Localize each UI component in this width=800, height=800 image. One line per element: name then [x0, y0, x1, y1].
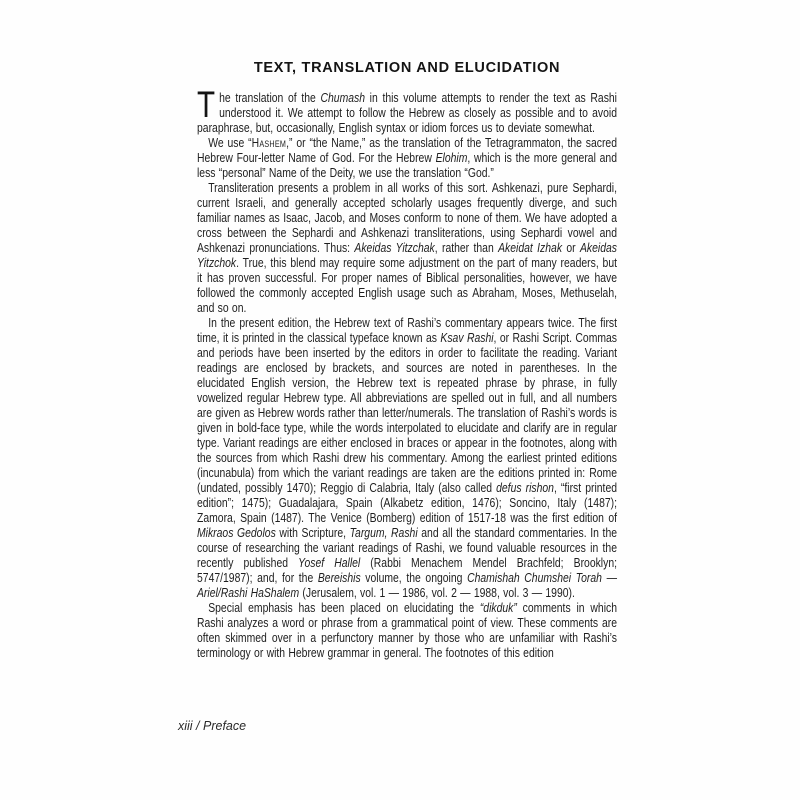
text-run: . True, this blend may require some adjustment on the part of many readers, but it has proven successful. For proper names of Biblical personalities, however, we have followed the commonly accepted English usage such as Abraham, Moses, Methuselah, and so on.	[197, 255, 617, 315]
paragraph-2	[197, 135, 617, 180]
text-run: , which is the more general and less “personal” Name of the Deity, we use the translation “God.”	[197, 150, 617, 180]
text-run: (Jerusalem, vol. 1 — 1986, vol. 2 — 1988, vol. 3 — 1990).	[299, 585, 575, 600]
text-run: , or Rashi Script. Commas and periods have been inserted by the editors in order to facilitate the reading. Variant readings are enclosed by brackets, and sources are noted in parentheses. In the elucidated English version, the Hebrew text is repeated phrase by phrase, in fully vowelized regular Hebrew type. All abbreviations are spelled out in full, and all numbers are given as Hebrew words rather than letter/numerals. The translation of Rashi’s words is given in bold-face type, while the words interpolated to elucidate and clarify are in regular type. Variant readings are either enclosed in braces or appear in the footnotes, along with the sources from which Rashi drew his commentary. Among the earliest printed editions (incunabula) from which the variant readings are taken are the editions printed in: Rome (undated, possibly 1470); Reggio di Calabria, Italy (also called	[197, 330, 617, 495]
text-run: In the present edition, the Hebrew text of Rashi’s commentary appears twice. The first time, it is printed in the classical typeface known as	[197, 315, 617, 345]
text-run: Bereishis	[317, 570, 361, 585]
page-footer: xiii / Preface	[178, 719, 247, 733]
text-run: “dikduk”	[479, 600, 517, 615]
paragraph-4	[197, 315, 617, 600]
paragraph-1	[197, 84, 617, 135]
section-title: TEXT, TRANSLATION AND ELUCIDATION	[253, 60, 561, 76]
text-run: Ksav Rashi	[440, 330, 494, 345]
text-run: Chumash	[320, 90, 365, 105]
text-run: Targum, Rashi	[349, 525, 418, 540]
text-run: he translation of the	[219, 90, 321, 105]
preface-body	[197, 84, 618, 660]
text-run: volume, the ongoing	[360, 570, 468, 585]
text-run: Transliteration presents a problem in all works of this sort. Ashkenazi, pure Sephardi, current Israeli, and generally accepted scholarly usages frequently diverge, and such familiar names as Isaac, Jacob, and Moses conform to none of them. We have adopted a cross between the Sephardi and Ashkenazi transliterations, using Sephardi vowel and Ashkenazi pronunciations. Thus:	[197, 180, 617, 255]
text-run: or	[562, 240, 580, 255]
paragraph-3	[197, 180, 617, 315]
drop-cap: T	[197, 84, 216, 125]
text-run: , rather than	[434, 240, 499, 255]
text-run: comments in which Rashi analyzes a word or phrase from a grammatical point of view. These comments are often skimmed over in a perfunctory manner by those who are unfamiliar with Rashi’s terminology or with Hebrew grammar in general. The footnotes of this edition	[197, 600, 618, 660]
text-run: Hashem	[251, 135, 287, 150]
text-block	[197, 60, 617, 660]
text-run: , “first printed edition”; 1475); Guadalajara, Spain (Alkabetz edition, 1476); Soncino, Italy (1487); Zamora, Spain (1487). The Venice (Bomberg) edition of 1517-18 was the first edition of	[197, 480, 618, 525]
text-run: ,” or “the Name,” as the translation of the Tetragrammaton, the sacred Hebrew Four-letter Name of God. For the Hebrew	[197, 135, 617, 165]
text-run: in this volume attempts to render the text as Rashi understood it. We attempt to follow the Hebrew as closely as possible and to avoid paraphrase, but, occasionally, English syntax or idiom forces us to deviate somewhat.	[197, 90, 617, 135]
text-run: Special emphasis has been placed on elucidating the	[208, 600, 480, 615]
paragraph-5	[197, 600, 617, 660]
text-run: (Rabbi Menachem Mendel Brachfeld; Brooklyn; 5747/1987); and, for the	[197, 555, 617, 585]
text-run: and all the standard commentaries. In the course of researching the variant readings of Rashi, we found valuable resources in the recently published	[197, 525, 618, 570]
text-run: Mikraos Gedolos	[197, 525, 276, 540]
text-run: Chamishah Chumshei Torah — Ariel/Rashi HaShalem	[197, 570, 617, 600]
text-run: Akeidat Izhak	[498, 240, 563, 255]
text-run: defus rishon	[496, 480, 554, 495]
text-run: Akeidas Yitzchak	[354, 240, 435, 255]
text-run: Elohim	[435, 150, 468, 165]
text-run: Akeidas Yitzchok	[197, 240, 617, 270]
text-run: with Scripture,	[275, 525, 350, 540]
text-run: We use “	[208, 135, 252, 150]
text-run: Yosef Hallel	[298, 555, 361, 570]
